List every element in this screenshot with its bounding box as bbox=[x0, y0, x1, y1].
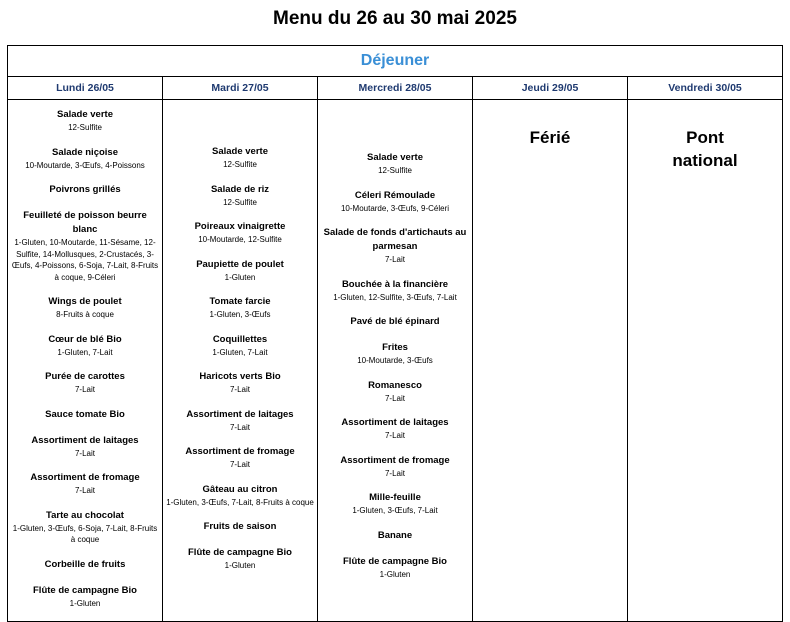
allergen-list: 10-Moutarde, 3-Œufs, 9-Céleri bbox=[340, 203, 450, 213]
menu-item bbox=[318, 341, 472, 367]
menu-item bbox=[8, 295, 162, 321]
menu-item bbox=[318, 189, 472, 215]
dish-name: Assortiment de laitages bbox=[31, 434, 139, 446]
holiday-note: Pont national bbox=[672, 128, 738, 170]
holiday-note: Férié bbox=[529, 128, 571, 147]
meal-header: Déjeuner bbox=[8, 46, 783, 77]
dish-name: Paupiette de poulet bbox=[196, 258, 284, 270]
menu-item bbox=[318, 226, 472, 266]
dish-name: Pavé de blé épinard bbox=[350, 316, 440, 327]
menu-item bbox=[8, 333, 162, 359]
day-header-mardi: Mardi 27/05 bbox=[163, 77, 318, 100]
dish-name: Cœur de blé Bio bbox=[48, 333, 122, 345]
menu-item bbox=[8, 509, 162, 546]
dish-name: Bouchée à la financière bbox=[341, 278, 449, 290]
allergen-list: 10-Moutarde, 3-Œufs, 4-Poissons bbox=[25, 160, 145, 170]
allergen-list: 1-Gluten bbox=[379, 569, 411, 579]
menu-item bbox=[163, 220, 317, 246]
dish-name: Salade verte bbox=[367, 152, 423, 163]
allergen-list: 1-Gluten, 7-Lait bbox=[57, 347, 113, 357]
menu-item bbox=[8, 183, 162, 197]
dish-name: Assortiment de fromage bbox=[185, 446, 295, 457]
allergen-list: 8-Fruits à coque bbox=[56, 310, 114, 319]
dish-name: Salade niçoise bbox=[51, 146, 118, 158]
dish-name: Poivrons grillés bbox=[49, 184, 121, 195]
allergen-list: 12-Sulfite bbox=[223, 197, 257, 207]
menu-item bbox=[318, 555, 472, 581]
menu-item bbox=[8, 471, 162, 497]
menu-item bbox=[8, 146, 162, 172]
menu-item bbox=[318, 416, 472, 442]
menu-item bbox=[163, 546, 317, 572]
allergen-list: 1-Gluten, 3-Œufs bbox=[209, 310, 271, 319]
menu-item bbox=[318, 454, 472, 480]
menu-table bbox=[7, 45, 783, 622]
allergen-list: 7-Lait bbox=[229, 460, 250, 469]
dish-name: Sauce tomate Bio bbox=[45, 408, 125, 420]
dish-name: Céleri Rémoulade bbox=[354, 189, 436, 201]
dish-name: Corbeille de fruits bbox=[44, 558, 126, 570]
menu-item bbox=[8, 558, 162, 572]
day-header-lundi: Lundi 26/05 bbox=[8, 77, 163, 100]
day-column-lundi bbox=[8, 100, 163, 622]
allergen-list: 12-Sulfite bbox=[68, 123, 102, 132]
dish-name: Frites bbox=[382, 342, 408, 353]
dish-name: Assortiment de fromage bbox=[30, 472, 140, 483]
day-column-jeudi bbox=[473, 100, 628, 622]
day-column-mardi bbox=[163, 100, 318, 622]
menu-item bbox=[318, 491, 472, 517]
menu-item bbox=[318, 151, 472, 177]
allergen-list: 1-Gluten, 3-Œufs, 7-Lait, 8-Fruits à coque bbox=[166, 497, 314, 507]
dish-name: Assortiment de laitages bbox=[341, 417, 449, 428]
allergen-list: 1-Gluten bbox=[224, 272, 256, 282]
dish-name: Gâteau au citron bbox=[202, 483, 278, 495]
allergen-list: 7-Lait bbox=[74, 385, 95, 394]
dish-name: Poireaux vinaigrette bbox=[194, 221, 286, 232]
day-column-mercredi bbox=[318, 100, 473, 622]
menu-item bbox=[318, 315, 472, 329]
allergen-list: 1-Gluten, 7-Lait bbox=[212, 347, 268, 357]
dish-name: Romanesco bbox=[368, 379, 422, 391]
allergen-list: 7-Lait bbox=[74, 486, 95, 495]
allergen-list: 10-Moutarde, 3-Œufs bbox=[357, 356, 433, 365]
allergen-list: 12-Sulfite bbox=[378, 166, 412, 175]
allergen-list: 1-Gluten bbox=[69, 598, 101, 608]
menu-item bbox=[8, 108, 162, 134]
allergen-list: 7-Lait bbox=[384, 393, 405, 403]
day-column-vendredi bbox=[628, 100, 783, 622]
dish-name: Flûte de campagne Bio bbox=[343, 555, 447, 567]
menu-item bbox=[8, 408, 162, 422]
day-header-jeudi: Jeudi 29/05 bbox=[473, 77, 628, 100]
dish-name: Assortiment de laitages bbox=[186, 408, 294, 420]
menu-item bbox=[163, 258, 317, 284]
menu-item bbox=[163, 145, 317, 171]
dish-name: Assortiment de fromage bbox=[340, 454, 450, 466]
dish-name: Flûte de campagne Bio bbox=[188, 547, 292, 558]
allergen-list: 1-Gluten, 12-Sulfite, 3-Œufs, 7-Lait bbox=[333, 292, 457, 302]
menu-item bbox=[318, 379, 472, 405]
dish-name: Salade de fonds d'artichauts au parmesan bbox=[323, 227, 467, 252]
dish-name: Tarte au chocolat bbox=[46, 509, 124, 521]
dish-name: Salade verte bbox=[57, 109, 113, 120]
dish-name: Wings de poulet bbox=[48, 296, 122, 307]
allergen-list: 7-Lait bbox=[229, 422, 250, 432]
menu-item bbox=[318, 278, 472, 304]
dish-name: Salade verte bbox=[212, 146, 268, 157]
allergen-list: 10-Moutarde, 12-Sulfite bbox=[198, 235, 282, 244]
menu-item bbox=[8, 434, 162, 460]
allergen-list: 7-Lait bbox=[384, 255, 405, 264]
dish-name: Purée de carottes bbox=[45, 371, 125, 382]
menu-item bbox=[163, 370, 317, 396]
menu-item bbox=[163, 333, 317, 359]
menu-item bbox=[318, 529, 472, 543]
allergen-list: 7-Lait bbox=[384, 468, 405, 478]
dish-name: Tomate farcie bbox=[209, 296, 271, 307]
menu-item bbox=[163, 445, 317, 471]
day-header-mercredi: Mercredi 28/05 bbox=[318, 77, 473, 100]
menu-item bbox=[163, 408, 317, 434]
dish-name: Haricots verts Bio bbox=[199, 371, 281, 382]
allergen-list: 1-Gluten bbox=[224, 561, 256, 570]
menu-item bbox=[163, 483, 317, 509]
dish-name: Fruits de saison bbox=[203, 521, 277, 532]
dish-name: Flûte de campagne Bio bbox=[33, 584, 137, 596]
day-header-vendredi: Vendredi 30/05 bbox=[628, 77, 783, 100]
menu-item bbox=[8, 370, 162, 396]
menu-item bbox=[163, 183, 317, 209]
dish-name: Feuilleté de poisson beurre blanc bbox=[23, 210, 147, 235]
dish-name: Coquillettes bbox=[212, 333, 268, 345]
allergen-list: 1-Gluten, 10-Moutarde, 11-Sésame, 12-Sulfite, 14-Mollusques, 2-Crustacés, 3-Œufs, 4-Poissons, 6-Soja, 7-Lait, 8-Fruits à coque, 9-Céleri bbox=[11, 238, 159, 282]
allergen-list: 7-Lait bbox=[384, 431, 405, 440]
menu-item bbox=[163, 295, 317, 321]
menu-item bbox=[163, 520, 317, 534]
allergen-list: 1-Gluten, 3-Œufs, 7-Lait bbox=[352, 506, 438, 515]
dish-name: Mille-feuille bbox=[369, 492, 421, 503]
allergen-list: 1-Gluten, 3-Œufs, 6-Soja, 7-Lait, 8-Fruits à coque bbox=[12, 523, 158, 544]
menu-item bbox=[8, 584, 162, 610]
allergen-list: 12-Sulfite bbox=[223, 160, 257, 169]
allergen-list: 7-Lait bbox=[74, 448, 95, 458]
menu-item bbox=[8, 209, 162, 283]
allergen-list: 7-Lait bbox=[229, 385, 250, 394]
dish-name: Salade de riz bbox=[210, 183, 270, 195]
page-title: Menu du 26 au 30 mai 2025 bbox=[273, 8, 517, 29]
dish-name: Banane bbox=[377, 529, 413, 541]
